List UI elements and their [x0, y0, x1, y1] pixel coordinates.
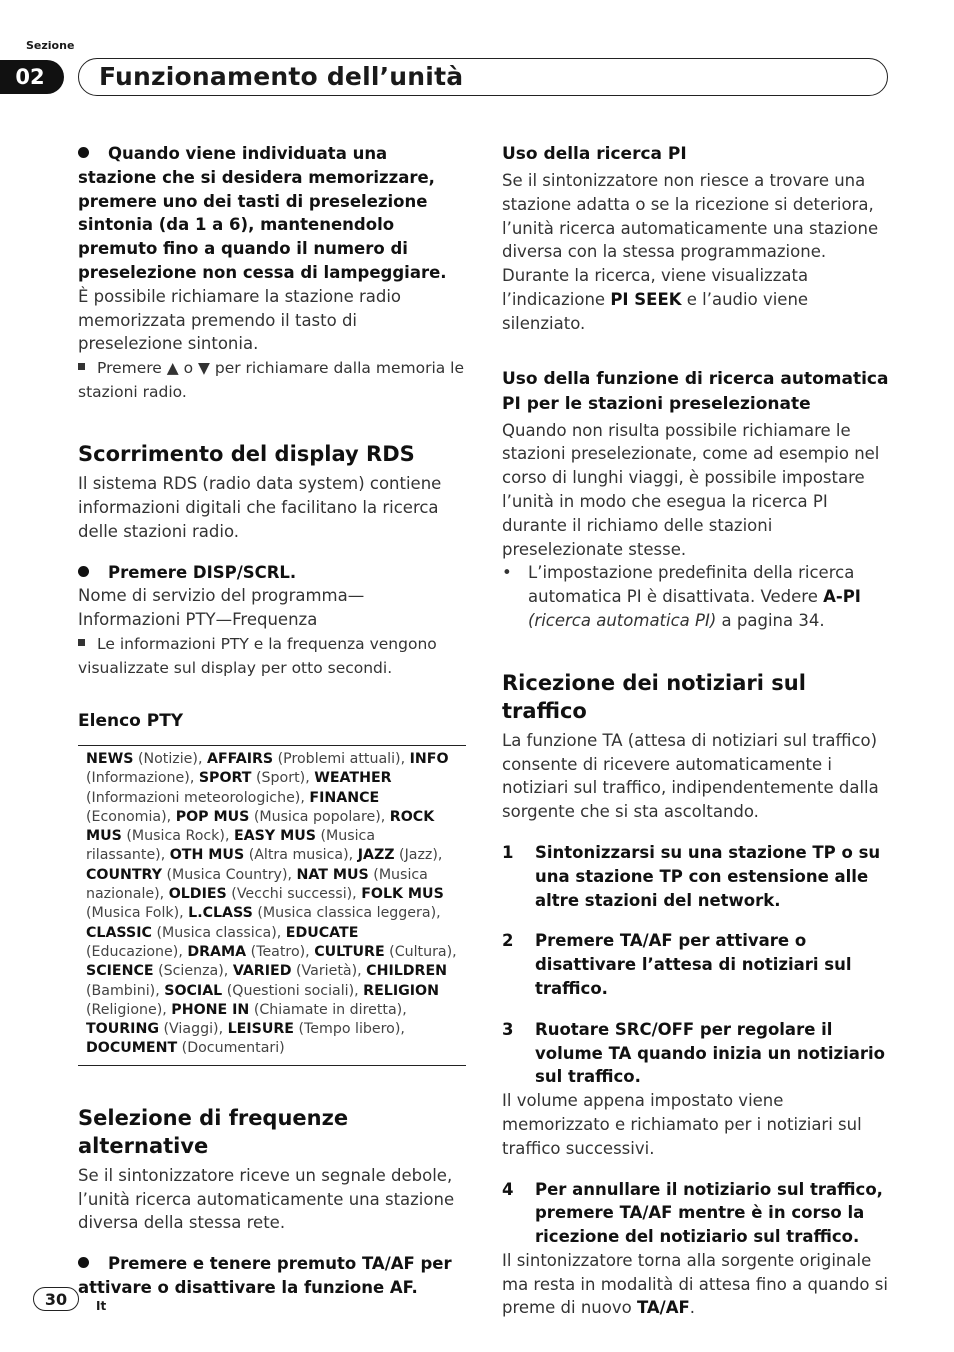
- bullet-icon: [78, 566, 89, 577]
- pi-seek-label: PI SEEK: [610, 289, 682, 309]
- page-title-bar: [78, 58, 888, 96]
- page-title: Funzionamento dell’unità: [99, 62, 464, 91]
- pty-description: (Questioni sociali): [226, 982, 355, 999]
- pty-description: (Jazz): [399, 847, 438, 864]
- ta-heading: Ricezione dei notiziari sul traffico: [502, 670, 806, 723]
- pty-description: (Tempo libero): [298, 1021, 401, 1038]
- pty-description: (Bambini): [86, 982, 156, 999]
- pty-code: DRAMA: [187, 943, 247, 960]
- auto-pi-heading: Uso della funzione di ricerca automatica PI per le stazioni preselezionate: [502, 368, 889, 414]
- rds-heading: Scorrimento del display RDS: [78, 442, 415, 467]
- pty-description: (Musica nazionale): [86, 866, 428, 903]
- pty-description: (Vecchi successi): [231, 886, 353, 903]
- pty-code: JAZZ: [357, 847, 395, 864]
- pty-code: POP MUS: [175, 808, 250, 825]
- pty-description: (Musica popolare): [253, 808, 381, 825]
- pty-description: (Musica Folk): [86, 905, 180, 922]
- rds-paragraph: Il sistema RDS (radio data system) contiene informazioni digitali che facilitano la ricerca delle stazioni radio.: [78, 474, 442, 541]
- pty-code: FINANCE: [309, 789, 380, 806]
- af-paragraph: Se il sintonizzatore riceve un segnale debole, l’unità ricerca automaticamente una stazione diversa della stessa rete.: [78, 1165, 455, 1233]
- section-number-badge: 02: [0, 60, 64, 94]
- pty-code: CULTURE: [314, 943, 385, 960]
- pty-description: (Cultura): [389, 943, 453, 960]
- pty-code: CHILDREN: [366, 963, 448, 980]
- pty-description: (Scienza): [158, 963, 224, 980]
- ta-paragraph: La funzione TA (attesa di notiziari sul traffico) consente di ricevere automaticamente i notiziari sul traffico, indipendentemente dalla sorgente che si sta ascoltando.: [502, 730, 879, 822]
- pty-code: INFO: [409, 750, 449, 767]
- pty-code: COUNTRY: [86, 866, 162, 883]
- left-column: [78, 142, 466, 1300]
- pty-description: (Musica classica leggera): [257, 905, 437, 922]
- recall-paragraph: È possibile richiamare la stazione radio memorizzata premendo il tasto di preselezione sintonia.: [78, 286, 402, 354]
- rds-note: Le informazioni PTY e la frequenza vengono visualizzate sul display per otto secondi.: [78, 634, 437, 677]
- pty-code: AFFAIRS: [206, 750, 274, 767]
- af-heading: Selezione di frequenze alternative: [78, 1105, 349, 1158]
- step-3: 3 Ruotare SRC/OFF per regolare il volume TA quando inizia un notiziario sul traffico.: [502, 1019, 886, 1087]
- pty-code: PHONE IN: [171, 1001, 250, 1018]
- a-pi-label: A-PI: [823, 587, 861, 607]
- section-label: Sezione: [26, 39, 75, 52]
- pty-code: CLASSIC: [86, 924, 152, 941]
- step-1: 1 Sintonizzarsi su una stazione TP o su una stazione TP con estensione alle altre stazioni del network.: [502, 842, 881, 910]
- pty-description: (Religione): [86, 1001, 163, 1018]
- bullet-icon: •: [502, 563, 512, 583]
- pty-description: (Informazioni meteorologiche): [86, 789, 301, 806]
- pty-description: (Educazione): [86, 943, 179, 960]
- pty-code: EDUCATE: [285, 924, 359, 941]
- rds-bullet: Premere DISP/SCRL.: [78, 561, 466, 585]
- pty-code: OLDIES: [168, 886, 227, 903]
- a-pi-italic: (ricerca automatica PI): [528, 610, 717, 630]
- pty-description: (Problemi attuali): [277, 750, 401, 767]
- pty-description: (Documentari): [181, 1040, 285, 1057]
- pty-code: ROCK MUS: [86, 808, 435, 845]
- pty-code: SOCIAL: [164, 982, 223, 999]
- pty-description: (Economia): [86, 808, 167, 825]
- step-2: 2 Premere TA/AF per attivare o disattivare l’attesa di notiziari sul traffico.: [502, 931, 852, 998]
- pty-description: (Informazione): [86, 770, 190, 787]
- language-code: It: [96, 1299, 107, 1313]
- pty-code: WEATHER: [314, 770, 392, 787]
- af-bullet: Premere e tenere premuto TA/AF per attivare o disattivare la funzione AF.: [78, 1254, 452, 1297]
- pty-code: EASY MUS: [233, 828, 316, 845]
- rds-result: Nome di servizio del programma—Informazioni PTY—Frequenza: [78, 586, 365, 630]
- pty-code: LEISURE: [227, 1021, 294, 1038]
- pty-description: (Notizie): [137, 750, 198, 767]
- page-number: 30: [33, 1287, 79, 1311]
- pty-code: L.CLASS: [188, 905, 253, 922]
- pi-paragraph: Se il sintonizzatore non riesce a trovare una stazione adatta o se la ricezione si deteriora, l’unità ricerca automaticamente una stazione diversa con la stessa programmazione. Durante la ricerca, viene visualizzata l’indicazione PI SEEK e l’audio viene silenziato.: [502, 171, 879, 333]
- pty-description: (Musica Country): [166, 866, 288, 883]
- recall-note: Premere ▲ o ▼ per richiamare dalla memoria le stazioni radio.: [78, 359, 465, 402]
- step-4-paragraph: Il sintonizzatore torna alla sorgente originale ma resta in modalità di attesa fino a quando si preme di nuovo TA/AF.: [502, 1250, 888, 1318]
- pty-code: SCIENCE: [86, 963, 154, 980]
- note-square-icon: [78, 363, 85, 370]
- pty-code: RELIGION: [363, 982, 439, 999]
- pty-description: (Varietà): [296, 963, 358, 980]
- step-4: 4 Per annullare il notiziario sul traffico, premere TA/AF mentre è in corso la ricezione del notiziario sul traffico.: [502, 1179, 883, 1247]
- pty-code: NAT MUS: [296, 866, 369, 883]
- note-square-icon: [78, 639, 85, 646]
- pty-heading: Elenco PTY: [78, 710, 184, 731]
- pty-description: (Altra musica): [248, 847, 349, 864]
- pty-description: (Musica rilassante): [86, 828, 376, 864]
- pty-code: TOURING: [86, 1021, 159, 1038]
- auto-pi-note: • L’impostazione predefinita della ricerca automatica PI è disattivata. Vedere A-PI (ricerca automatica PI) a pagina 34.: [502, 561, 890, 632]
- pty-code: OTH MUS: [169, 847, 245, 864]
- pty-list-box: [78, 745, 466, 1066]
- store-station-bullet: Quando viene individuata una stazione che si desidera memorizzare, premere uno dei tasti di preselezione sintonia (da 1 a 6), mantenendolo premuto fino a quando il numero di preselezione non cessa di lampeggiare.: [78, 144, 447, 282]
- pty-description: (Sport): [256, 770, 306, 787]
- pty-code: VARIED: [232, 963, 292, 980]
- bullet-icon: [78, 147, 89, 158]
- auto-pi-paragraph: Quando non risulta possibile richiamare le stazioni preselezionate, come ad esempio nel corso di lunghi viaggi, è possibile impostare l’unità in modo che esegua la ricerca PI durante il richiamo delle stazioni preselezionate stesse.: [502, 420, 880, 559]
- pty-description: (Viaggi): [163, 1021, 219, 1038]
- pty-code: DOCUMENT: [86, 1040, 178, 1057]
- ta-af-label: TA/AF: [636, 1298, 690, 1318]
- bullet-icon: [78, 1257, 89, 1268]
- pty-list: NEWS (Notizie), AFFAIRS (Problemi attuali), INFO (Informazione), SPORT (Sport), WEATHER (Informazioni meteorologiche), FINANCE (Economia), POP MUS (Musica popolare), ROCK MUS (Musica Rock), EASY MUS (Musica rilassante), OTH MUS (Altra musica), JAZZ (Jazz), COUNTRY (Musica Country), NAT MUS (Musica nazionale), OLDIES (Vecchi successi), FOLK MUS (Musica Folk), L.CLASS (Musica classica leggera), CLASSIC (Musica classica), EDUCATE (Educazione), DRAMA (Teatro), CULTURE (Cultura), SCIENCE (Scienza), VARIED (Varietà), CHILDREN (Bambini), SOCIAL (Questioni sociali), RELIGION (Religione), PHONE IN (Chiamate in diretta), TOURING (Viaggi), LEISURE (Tempo libero), DOCUMENT (Documentari): [86, 750, 457, 1057]
- pi-heading: Uso della ricerca PI: [502, 144, 687, 164]
- pty-code: SPORT: [198, 770, 252, 787]
- pty-description: (Musica classica): [156, 924, 277, 941]
- right-column: [502, 142, 890, 1320]
- pty-code: FOLK MUS: [361, 886, 444, 903]
- pty-code: NEWS: [86, 750, 134, 767]
- step-3-paragraph: Il volume appena impostato viene memorizzato e richiamato per i notiziari sul traffico successivi.: [502, 1091, 862, 1158]
- pty-description: (Musica Rock): [126, 828, 225, 845]
- pty-description: (Chiamate in diretta): [253, 1001, 403, 1018]
- pty-description: (Teatro): [250, 943, 306, 960]
